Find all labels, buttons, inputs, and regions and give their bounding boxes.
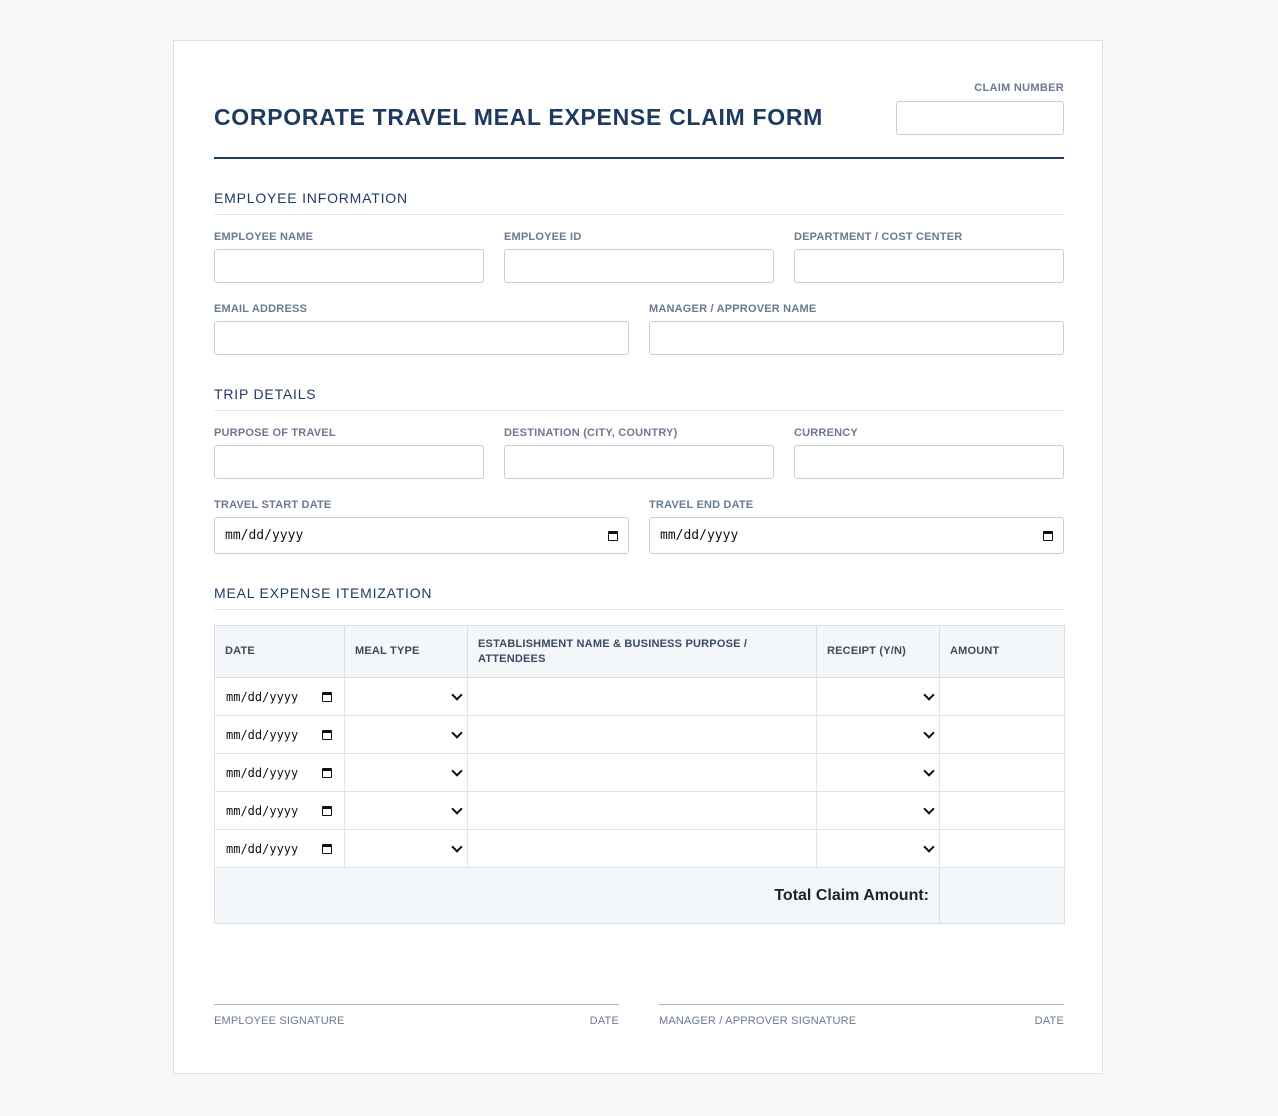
signature-area — [214, 1004, 1064, 1064]
currency-field — [794, 427, 1064, 479]
employee-signature-line[interactable] — [214, 1004, 619, 1027]
column-header-amount: AMOUNT — [940, 626, 1065, 678]
manager-date-label: DATE — [1034, 1015, 1064, 1027]
meal-section-title: MEAL EXPENSE ITEMIZATION — [214, 585, 1064, 610]
manager-label: MANAGER / APPROVER NAME — [649, 303, 817, 315]
row-receipt-select[interactable] — [817, 754, 940, 792]
start-date-placeholder: mm/dd/yyyy — [225, 528, 304, 543]
employee-id-label: EMPLOYEE ID — [504, 231, 582, 243]
employee-section — [214, 190, 1064, 355]
row-date-placeholder: mm/dd/yyyy — [226, 727, 299, 742]
department-label: DEPARTMENT / COST CENTER — [794, 231, 963, 243]
trip-row-2 — [214, 499, 1064, 554]
chevron-down-icon — [923, 727, 934, 738]
form-title: CORPORATE TRAVEL MEAL EXPENSE CLAIM FORM — [214, 104, 823, 130]
row-establishment-input[interactable] — [468, 678, 817, 716]
row-establishment-input[interactable] — [468, 716, 817, 754]
employee-row-2 — [214, 303, 1064, 355]
row-establishment-input[interactable] — [468, 830, 817, 868]
calendar-icon[interactable] — [322, 806, 332, 816]
start-date-label: TRAVEL START DATE — [214, 499, 332, 511]
calendar-icon[interactable] — [322, 844, 332, 854]
table-row — [215, 716, 1065, 754]
purpose-field — [214, 427, 484, 479]
chevron-down-icon — [923, 765, 934, 776]
calendar-icon[interactable] — [322, 768, 332, 778]
department-input[interactable] — [794, 249, 1064, 283]
employee-name-field — [214, 231, 484, 283]
trip-row-1 — [214, 427, 1064, 479]
end-date-label: TRAVEL END DATE — [649, 499, 754, 511]
column-header-date: DATE — [215, 626, 345, 678]
row-date-input[interactable] — [215, 830, 345, 868]
manager-field — [649, 303, 1064, 355]
column-header-establishment: ESTABLISHMENT NAME & BUSINESS PURPOSE / ATTENDEES — [468, 626, 817, 678]
purpose-input[interactable] — [214, 445, 484, 479]
row-establishment-input[interactable] — [468, 754, 817, 792]
row-date-input[interactable] — [215, 716, 345, 754]
end-date-field — [649, 499, 1064, 554]
manager-signature-label: MANAGER / APPROVER SIGNATURE — [659, 1015, 857, 1027]
form-content — [214, 41, 1064, 1064]
row-meal-type-select[interactable] — [345, 830, 468, 868]
employee-row-1 — [214, 231, 1064, 283]
email-field — [214, 303, 629, 355]
employee-signature-label: EMPLOYEE SIGNATURE — [214, 1015, 345, 1027]
row-date-input[interactable] — [215, 754, 345, 792]
form-header — [214, 41, 1064, 159]
employee-date-label: DATE — [589, 1015, 619, 1027]
expense-form-card — [173, 40, 1103, 1074]
email-input[interactable] — [214, 321, 629, 355]
currency-input[interactable] — [794, 445, 1064, 479]
row-establishment-input[interactable] — [468, 792, 817, 830]
row-receipt-select[interactable] — [817, 716, 940, 754]
row-amount-input[interactable] — [940, 830, 1065, 868]
calendar-icon[interactable] — [322, 730, 332, 740]
row-amount-input[interactable] — [940, 716, 1065, 754]
employee-name-input[interactable] — [214, 249, 484, 283]
chevron-down-icon — [923, 841, 934, 852]
row-date-placeholder: mm/dd/yyyy — [226, 765, 299, 780]
column-header-receipt: RECEIPT (Y/N) — [817, 626, 940, 678]
row-receipt-select[interactable] — [817, 830, 940, 868]
trip-section — [214, 386, 1064, 554]
start-date-input[interactable] — [214, 517, 629, 554]
end-date-input[interactable] — [649, 517, 1064, 554]
chevron-down-icon — [451, 765, 462, 776]
row-receipt-select[interactable] — [817, 678, 940, 716]
meal-section — [214, 585, 1064, 924]
department-field — [794, 231, 1064, 283]
destination-input[interactable] — [504, 445, 774, 479]
row-meal-type-select[interactable] — [345, 792, 468, 830]
email-label: EMAIL ADDRESS — [214, 303, 308, 315]
calendar-icon[interactable] — [608, 531, 618, 541]
total-claim-label: Total Claim Amount: — [215, 868, 940, 924]
table-row — [215, 830, 1065, 868]
table-row — [215, 792, 1065, 830]
row-date-input[interactable] — [215, 792, 345, 830]
table-row — [215, 754, 1065, 792]
table-header-row — [215, 626, 1065, 678]
calendar-icon[interactable] — [1043, 531, 1053, 541]
trip-section-title: TRIP DETAILS — [214, 386, 1064, 411]
employee-id-input[interactable] — [504, 249, 774, 283]
chevron-down-icon — [923, 689, 934, 700]
row-amount-input[interactable] — [940, 678, 1065, 716]
destination-label: DESTINATION (CITY, COUNTRY) — [504, 427, 678, 439]
end-date-placeholder: mm/dd/yyyy — [660, 528, 739, 543]
chevron-down-icon — [451, 727, 462, 738]
currency-label: CURRENCY — [794, 427, 858, 439]
purpose-label: PURPOSE OF TRAVEL — [214, 427, 336, 439]
row-date-placeholder: mm/dd/yyyy — [226, 841, 299, 856]
meal-expense-table — [214, 625, 1065, 924]
start-date-field — [214, 499, 629, 554]
claim-number-label: CLAIM NUMBER — [974, 82, 1064, 94]
employee-name-label: EMPLOYEE NAME — [214, 231, 314, 243]
manager-input[interactable] — [649, 321, 1064, 355]
total-claim-amount — [940, 868, 1065, 924]
employee-section-title: EMPLOYEE INFORMATION — [214, 190, 1064, 215]
row-receipt-select[interactable] — [817, 792, 940, 830]
manager-signature-line[interactable] — [659, 1004, 1064, 1027]
row-date-input[interactable] — [215, 678, 345, 716]
row-amount-input[interactable] — [940, 754, 1065, 792]
claim-number-input[interactable] — [896, 101, 1064, 135]
row-meal-type-select[interactable] — [345, 678, 468, 716]
calendar-icon[interactable] — [322, 692, 332, 702]
employee-id-field — [504, 231, 774, 283]
chevron-down-icon — [923, 803, 934, 814]
row-date-placeholder: mm/dd/yyyy — [226, 803, 299, 818]
column-header-meal-type: MEAL TYPE — [345, 626, 468, 678]
row-meal-type-select[interactable] — [345, 754, 468, 792]
row-meal-type-select[interactable] — [345, 716, 468, 754]
row-amount-input[interactable] — [940, 792, 1065, 830]
table-row — [215, 678, 1065, 716]
total-row — [215, 868, 1065, 924]
row-date-placeholder: mm/dd/yyyy — [226, 689, 299, 704]
destination-field — [504, 427, 774, 479]
chevron-down-icon — [451, 803, 462, 814]
chevron-down-icon — [451, 689, 462, 700]
chevron-down-icon — [451, 841, 462, 852]
